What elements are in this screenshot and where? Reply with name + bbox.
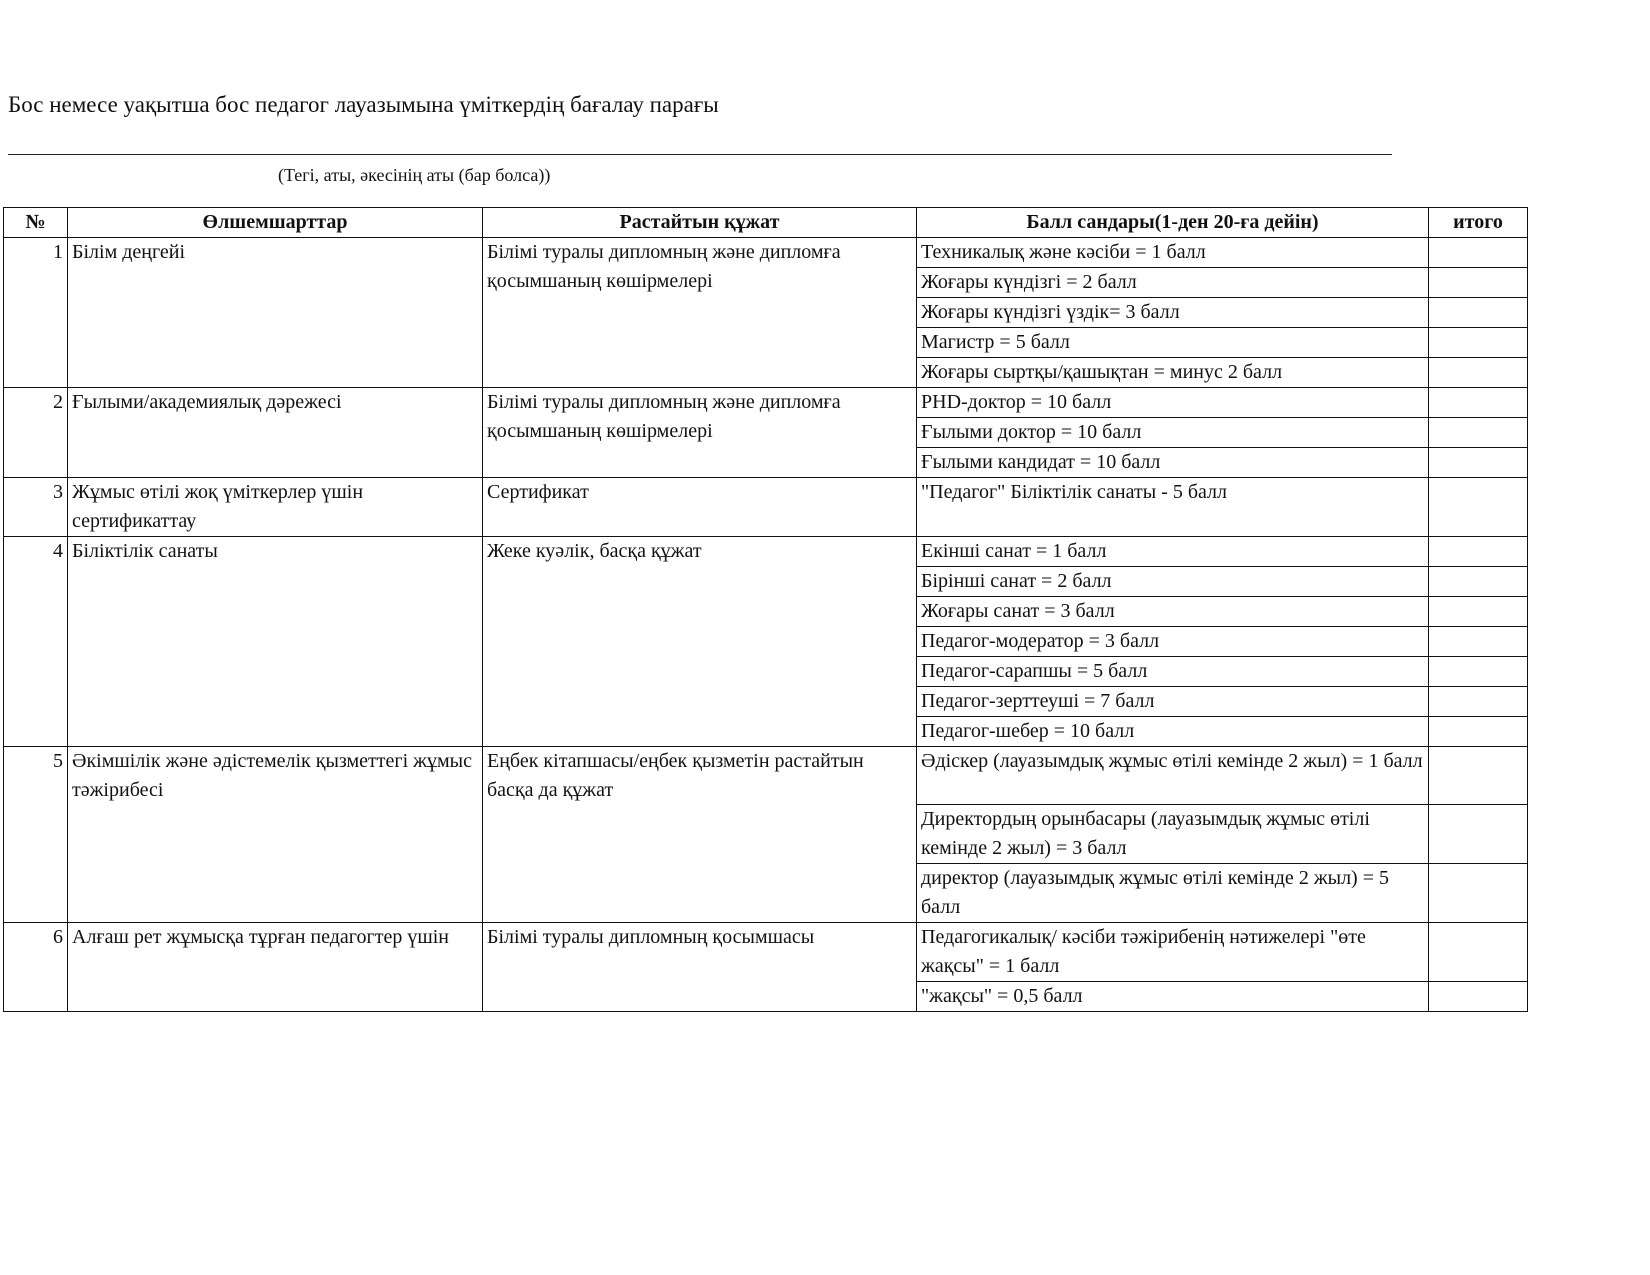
total-input-cell[interactable] (1429, 864, 1528, 923)
name-fill-line (8, 154, 1392, 155)
total-input-cell[interactable] (1429, 982, 1528, 1012)
document-cell: Білімі туралы дипломның қосымшасы (483, 923, 917, 1012)
row-number: 5 (4, 747, 68, 923)
table-row (4, 238, 1528, 268)
table-header-row (4, 208, 1528, 238)
points-option: Жоғары санат = 3 балл (917, 597, 1429, 627)
header-points: Балл сандары(1-ден 20-ға дейін) (917, 208, 1429, 238)
header-document: Растайтын құжат (483, 208, 917, 238)
total-input-cell[interactable] (1429, 687, 1528, 717)
total-input-cell[interactable] (1429, 388, 1528, 418)
criteria-cell: Жұмыс өтілі жоқ үміткерлер үшін сертификаттау (68, 478, 483, 537)
points-option: Екінші санат = 1 балл (917, 537, 1429, 567)
points-option: Педагог-модератор = 3 балл (917, 627, 1429, 657)
document-cell: Еңбек кітапшасы/еңбек қызметін растайтын басқа да құжат (483, 747, 917, 923)
points-option: "жақсы" = 0,5 балл (917, 982, 1429, 1012)
total-input-cell[interactable] (1429, 478, 1528, 537)
table-row (4, 747, 1528, 805)
criteria-cell: Әкімшілік және әдістемелік қызметтегі жұмыс тәжірибесі (68, 747, 483, 923)
table-row (4, 537, 1528, 567)
total-input-cell[interactable] (1429, 448, 1528, 478)
points-option: Ғылыми кандидат = 10 балл (917, 448, 1429, 478)
criteria-cell: Білім деңгейі (68, 238, 483, 388)
points-option: "Педагог" Біліктілік санаты - 5 балл (917, 478, 1429, 537)
points-option: Ғылыми доктор = 10 балл (917, 418, 1429, 448)
total-input-cell[interactable] (1429, 298, 1528, 328)
document-cell: Сертификат (483, 478, 917, 537)
total-input-cell[interactable] (1429, 268, 1528, 298)
total-input-cell[interactable] (1429, 747, 1528, 805)
row-number: 6 (4, 923, 68, 1012)
header-criteria: Өлшемшарттар (68, 208, 483, 238)
name-hint: (Тегі, аты, әкесінің аты (бар болса)) (278, 165, 551, 185)
table-row (4, 923, 1528, 982)
table-row (4, 478, 1528, 537)
document-title: Бос немесе уақытша бос педагог лауазымына үміткердің бағалау парағы (8, 92, 719, 117)
total-input-cell[interactable] (1429, 328, 1528, 358)
points-option: Әдіскер (лауазымдық жұмыс өтілі кемінде 2 жыл) = 1 балл (917, 747, 1429, 805)
header-num: № (4, 208, 68, 238)
points-option: PHD-доктор = 10 балл (917, 388, 1429, 418)
row-number: 1 (4, 238, 68, 388)
document-cell: Білімі туралы дипломның және дипломға қосымшаның көшірмелері (483, 238, 917, 388)
table-row (4, 388, 1528, 418)
total-input-cell[interactable] (1429, 418, 1528, 448)
criteria-cell: Алғаш рет жұмысқа тұрған педагогтер үшін (68, 923, 483, 1012)
total-input-cell[interactable] (1429, 567, 1528, 597)
points-option: Жоғары сыртқы/қашықтан = минус 2 балл (917, 358, 1429, 388)
total-input-cell[interactable] (1429, 805, 1528, 864)
total-input-cell[interactable] (1429, 358, 1528, 388)
points-option: Педагог-шебер = 10 балл (917, 717, 1429, 747)
document-cell: Білімі туралы дипломның және дипломға қосымшаның көшірмелері (483, 388, 917, 478)
points-option: директор (лауазымдық жұмыс өтілі кемінде 2 жыл) = 5 балл (917, 864, 1429, 923)
total-input-cell[interactable] (1429, 923, 1528, 982)
row-number: 3 (4, 478, 68, 537)
criteria-cell: Біліктілік санаты (68, 537, 483, 747)
points-option: Магистр = 5 балл (917, 328, 1429, 358)
total-input-cell[interactable] (1429, 537, 1528, 567)
total-input-cell[interactable] (1429, 717, 1528, 747)
points-option: Бірінші санат = 2 балл (917, 567, 1429, 597)
criteria-cell: Ғылыми/академиялық дәрежесі (68, 388, 483, 478)
points-option: Педагог-сарапшы = 5 балл (917, 657, 1429, 687)
row-number: 2 (4, 388, 68, 478)
total-input-cell[interactable] (1429, 238, 1528, 268)
evaluation-table (3, 207, 1528, 1012)
points-option: Педагогикалық/ кәсіби тәжірибенің нәтижелері "өте жақсы" = 1 балл (917, 923, 1429, 982)
points-option: Техникалық және кәсіби = 1 балл (917, 238, 1429, 268)
points-option: Жоғары күндізгі = 2 балл (917, 268, 1429, 298)
document-cell: Жеке куәлік, басқа құжат (483, 537, 917, 747)
total-input-cell[interactable] (1429, 597, 1528, 627)
header-total: итого (1429, 208, 1528, 238)
total-input-cell[interactable] (1429, 657, 1528, 687)
points-option: Педагог-зерттеуші = 7 балл (917, 687, 1429, 717)
total-input-cell[interactable] (1429, 627, 1528, 657)
row-number: 4 (4, 537, 68, 747)
points-option: Жоғары күндізгі үздік= 3 балл (917, 298, 1429, 328)
points-option: Директордың орынбасары (лауазымдық жұмыс өтілі кемінде 2 жыл) = 3 балл (917, 805, 1429, 864)
